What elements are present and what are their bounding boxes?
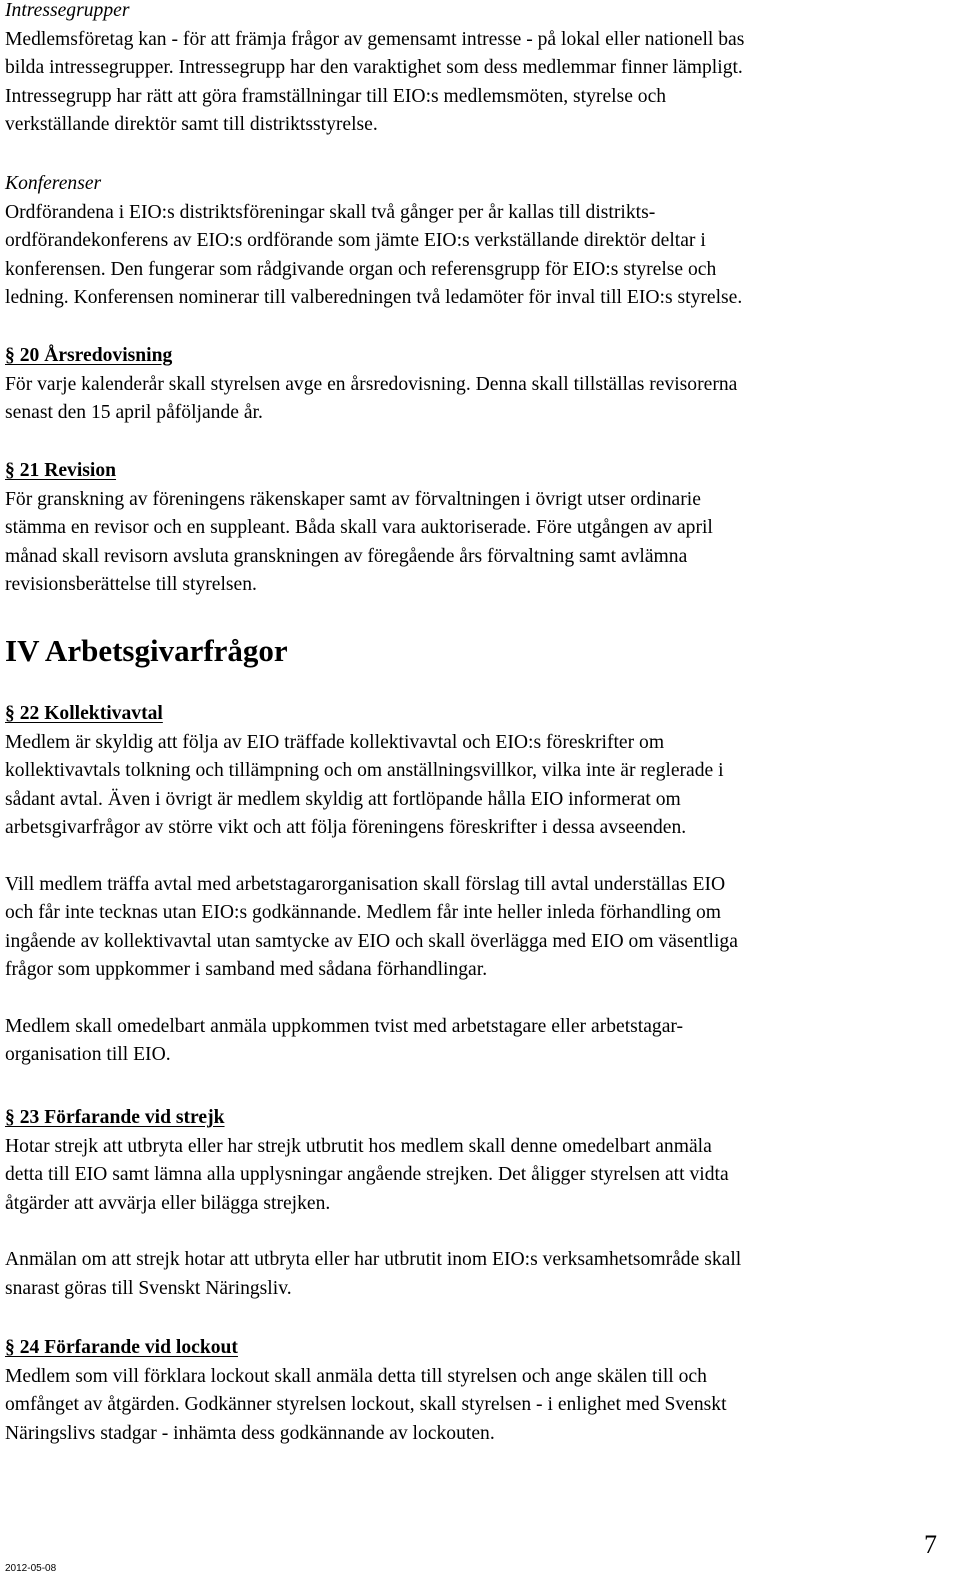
text-line: Näringslivs stadgar - inhämta dess godkännande av lockouten.: [5, 1422, 495, 1444]
text-line: revisionsberättelse till styrelsen.: [5, 574, 257, 595]
text-line: Medlem skall omedelbart anmäla uppkommen tvist med arbetstagare eller arbetstagar-: [5, 1015, 684, 1037]
heading-22: § 22 Kollektivavtal: [5, 703, 163, 724]
heading-21: § 21 Revision: [5, 460, 117, 481]
subheading-konferenser: Konferenser: [5, 173, 102, 194]
heading-24: § 24 Förfarande vid lockout: [5, 1337, 238, 1358]
text-line: snarast göras till Svenskt Näringsliv.: [5, 1277, 292, 1299]
text-line: verkställande direktör samt till distriktsstyrelse.: [5, 114, 378, 135]
section-23-strejk: [5, 1104, 741, 1303]
text-line: ordförandekonferens av EIO:s ordförande som jämte EIO:s verkställande direktör deltar i: [5, 230, 706, 251]
section-21-revision: [5, 457, 713, 600]
text-line: organisation till EIO.: [5, 1044, 171, 1065]
text-line: Ordförandena i EIO:s distriktsföreningar skall två gånger per år kallas till distrikts-: [5, 201, 656, 223]
text-line: För varje kalenderår skall styrelsen avge en årsredovisning. Denna skall tillställas revisorerna: [5, 373, 738, 395]
text-line: åtgärder att avvärja eller bilägga strejken.: [5, 1192, 331, 1214]
section-22-kollektivavtal: [5, 700, 738, 1070]
text-line: sådant avtal. Även i övrigt är medlem skyldig att fortlöpande hålla EIO informerat om: [5, 788, 681, 810]
text-line: Vill medlem träffa avtal med arbetstagarorganisation skall förslag till avtal underställas EIO: [5, 873, 726, 895]
heading-23: § 23 Förfarande vid strejk: [5, 1107, 225, 1128]
text-line: stämma en revisor och en suppleant. Båda skall vara auktoriserade. Före utgången av april: [5, 517, 713, 538]
text-line: ledning. Konferensen nominerar till valberedningen två ledamöter för inval till EIO:s styrelse.: [5, 287, 743, 308]
text-line: omfånget av åtgärden. Godkänner styrelsen lockout, skall styrelsen - i enlighet med Svenskt: [5, 1394, 727, 1415]
text-line: För granskning av föreningens räkenskaper samt av förvaltningen i övrigt utser ordinarie: [5, 488, 701, 510]
subheading-intressegrupper: Intressegrupper: [5, 0, 130, 21]
text-line: Medlem är skyldig att följa av EIO träffade kollektivavtal och EIO:s föreskrifter om: [5, 731, 665, 753]
text-line: Medlem som vill förklara lockout skall anmäla detta till styrelsen och ange skälen till och: [5, 1365, 707, 1387]
text-line: detta till EIO samt lämna alla upplysningar angående strejken. Det åligger styrelsen att vidta: [5, 1164, 729, 1185]
heading-20: § 20 Årsredovisning: [5, 345, 173, 366]
text-line: konferensen. Den fungerar som rådgivande organ och referensgrupp för EIO:s styrelse och: [5, 258, 717, 280]
text-line: Hotar strejk att utbryta eller har strejk utbrutit hos medlem skall denne omedelbart anmäla: [5, 1135, 712, 1157]
section-24-lockout: [5, 1334, 727, 1448]
text-line: kollektivavtals tolkning och tillämpning och om anställningsvillkor, vilka inte är reglerade i: [5, 760, 724, 781]
text-line: Anmälan om att strejk hotar att utbryta eller har utbrutit inom EIO:s verksamhetsområde skall: [5, 1249, 742, 1270]
text-line: bilda intressegrupper. Intressegrupp har den varaktighet som dess medlemmar finner lämpligt.: [5, 57, 743, 78]
text-line: Intressegrupp har rätt att göra framställningar till EIO:s medlemsmöten, styrelse och: [5, 85, 667, 107]
text-line: och får inte tecknas utan EIO:s godkännande. Medlem får inte heller inleda förhandling om: [5, 902, 722, 923]
section-konferenser: [5, 170, 742, 313]
section-intressegrupper: [5, 0, 744, 140]
page-number: 7: [924, 1530, 937, 1559]
chapter-heading: IV Arbetsgivarfrågor: [5, 633, 288, 668]
text-line: ingående av kollektivavtal utan samtycke av EIO och skall överlägga med EIO om väsentliga: [5, 930, 738, 952]
section-20-arsredovisning: [5, 342, 737, 428]
text-line: Medlemsföretag kan - för att främja frågor av gemensamt intresse - på lokal eller nationell bas: [5, 28, 745, 50]
text-line: månad skall revisorn avsluta granskningen av föregående års förvaltning samt avlämna: [5, 545, 688, 567]
text-line: senast den 15 april påföljande år.: [5, 402, 263, 423]
text-line: frågor som uppkommer i samband med sådana förhandlingar.: [5, 959, 488, 980]
footer-date: 2012-05-08: [5, 1563, 57, 1574]
text-line: arbetsgivarfrågor av större vikt och att följa föreningens föreskrifter i dessa avseenden.: [5, 817, 687, 838]
